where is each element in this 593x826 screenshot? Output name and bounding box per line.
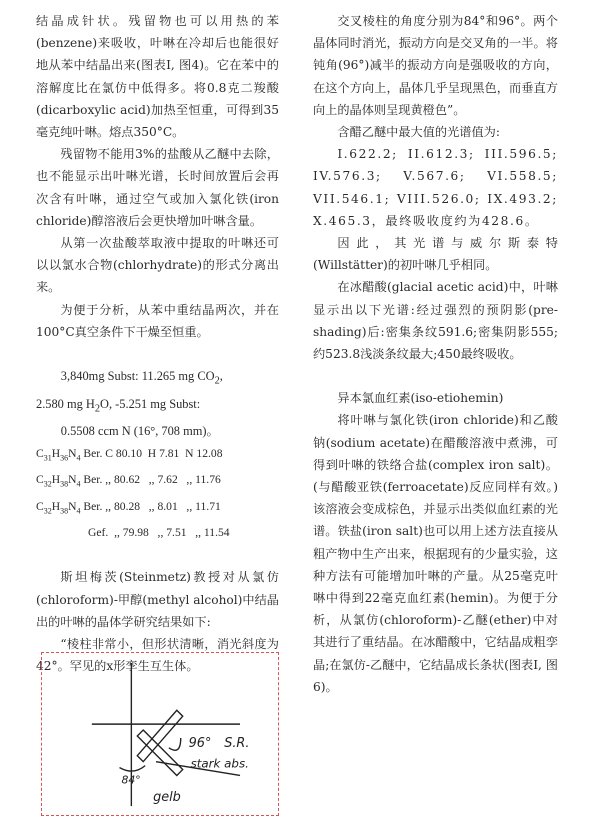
- analysis-line-nitrogen: 0.5508 ccm N (16°, 708 mm)。: [60, 424, 219, 439]
- paragraph-crossed-prisms: 交叉棱柱的角度分别为84°和96°。两个晶体同时消光，振动方向是交叉角的一半。将钝角(96°)减半的振动方向是强吸收的方向，在这个方向上，晶体几乎呈现黑色，而垂直方向上的晶体则呈现黄橙色”。: [313, 14, 558, 117]
- formula-row-found: Gef. ,, 79.98 ,, 7.51 ,, 11.54: [88, 526, 230, 540]
- angle-arc-96: [169, 738, 181, 750]
- crystal-prism-1: [137, 730, 182, 775]
- paragraph-crystallization: 结晶成针状。残留物也可以用热的苯(benzene)来吸收，叶啉在冷却后也能很好地从苯中结晶出来(图表I, 图4)。它在苯中的溶解度比在氯仿中低得多。将0.8克二羧酸(dicarboxylic acid)加热至恒重，可得到35毫克纯叶啉。熔点350°C。: [36, 14, 279, 140]
- label-84: 84°: [121, 773, 141, 787]
- paragraph-residue: 残留物不能用3%的盐酸从乙醚中去除，也不能显示出叶啉光谱，长时间放置后会再次含有叶啉，通过空气或加入氯化铁(iron chloride)醇溶液后会更快增加叶啉含量。: [36, 147, 279, 228]
- analysis-line-h2o: 2.580 mg $H_2O$, -5.251 mg Subst:: [36, 396, 201, 415]
- label-96: 96°: [188, 735, 212, 751]
- paragraph-iron-complex: 将叶啉与氯化铁(iron chloride)和乙酸钠(sodium acetate)在醋酸溶液中煮沸，可得到叶啉的铁络合盐(complex iron salt)。(与醋酸亚铁(ferroacetate)反应同样有效。)该溶液会变成棕色，并显示出类似血红素的光谱。铁盐(iron salt)也可以用上述方法直接从粗产物中生产出来，根据现有的少量实验，这种方法有可能增加叶啉的产量。从25毫克叶啉中得到22毫克血红素(hemin)。为便于分析，从氯仿(chloroform)-乙醚(ether)中对其进行了重结晶。在冰醋酸中，它结晶成粗孪晶;在氯仿-乙醚中，它结晶成长条状(图表I, 图6)。: [313, 413, 558, 694]
- elemental-analysis: [36, 365, 279, 544]
- label-gelb: gelb: [153, 790, 181, 806]
- crystal-diagram: [42, 653, 278, 815]
- paragraph-spectrum-intro: 含醋乙醚中最大值的光谱值为:: [337, 125, 500, 140]
- right-column: [313, 10, 558, 698]
- paragraph-steinmetz: 斯坦梅茨(Steinmetz)教授对从氯仿(chloroform)-甲醇(methyl alcohol)中结晶出的叶啉的晶体学研究结果如下:: [36, 570, 279, 629]
- formula-row-1: $C_{31}H_{36}N_4$ Ber. C 80.10 H 7.81 N 12.08: [36, 446, 223, 462]
- paragraph-willstatter: 因此，其光谱与威尔斯泰特(Willstätter)的初叶啉几乎相同。: [313, 236, 558, 273]
- crystal-figure: [41, 652, 279, 816]
- paragraph-spectrum-values: I.622.2; II.612.3; III.596.5; IV.576.3; V.567.6; VI.558.5; VII.546.1; VIII.526.0; IX.493.2; X.465.3，最终吸收度约为428.6。: [313, 147, 558, 228]
- label-sr: S.R.: [224, 735, 250, 751]
- paragraph-recrystallize: 为便于分析，从苯中重结晶两次，并在100°C真空条件下干燥至恒重。: [36, 302, 279, 339]
- section-heading-iso-etiohemin: 异本氯血红素(iso-etiohemin): [337, 391, 504, 406]
- label-stark-abs: stark abs.: [190, 756, 249, 771]
- formula-row-2: $C_{32}H_{38}N_4$ Ber. ,, 80.62 ,, 7.62 ,, 11.76: [36, 473, 221, 489]
- crystal-prism-2: [137, 710, 182, 761]
- paragraph-chlorhydrate: 从第一次盐酸萃取液中提取的叶啉还可以以氯水合物(chlorhydrate)的形式分离出来。: [36, 236, 279, 295]
- paragraph-quote: “棱柱非常小，但形状清晰，消光斜度为42°。罕见的x形孪生互生体。: [36, 636, 279, 674]
- paragraph-glacial-acetic: 在冰醋酸(glacial acetic acid)中，叶啉显示出以下光谱:经过强烈的预阴影(pre-shading)后:密集条纹591.6;密集阴影555;约523.8浅淡条纹最大;450最终吸收。: [313, 280, 558, 362]
- formula-row-3: $C_{32}H_{38}N_4$ Ber. ,, 80.28 ,, 8.01 ,, 11.71: [36, 499, 221, 515]
- left-column: [36, 10, 279, 677]
- angle-arc-84: [120, 766, 146, 771]
- analysis-line-co2: 3,840mg Subst: 11.265 mg $CO_2$,: [60, 369, 223, 387]
